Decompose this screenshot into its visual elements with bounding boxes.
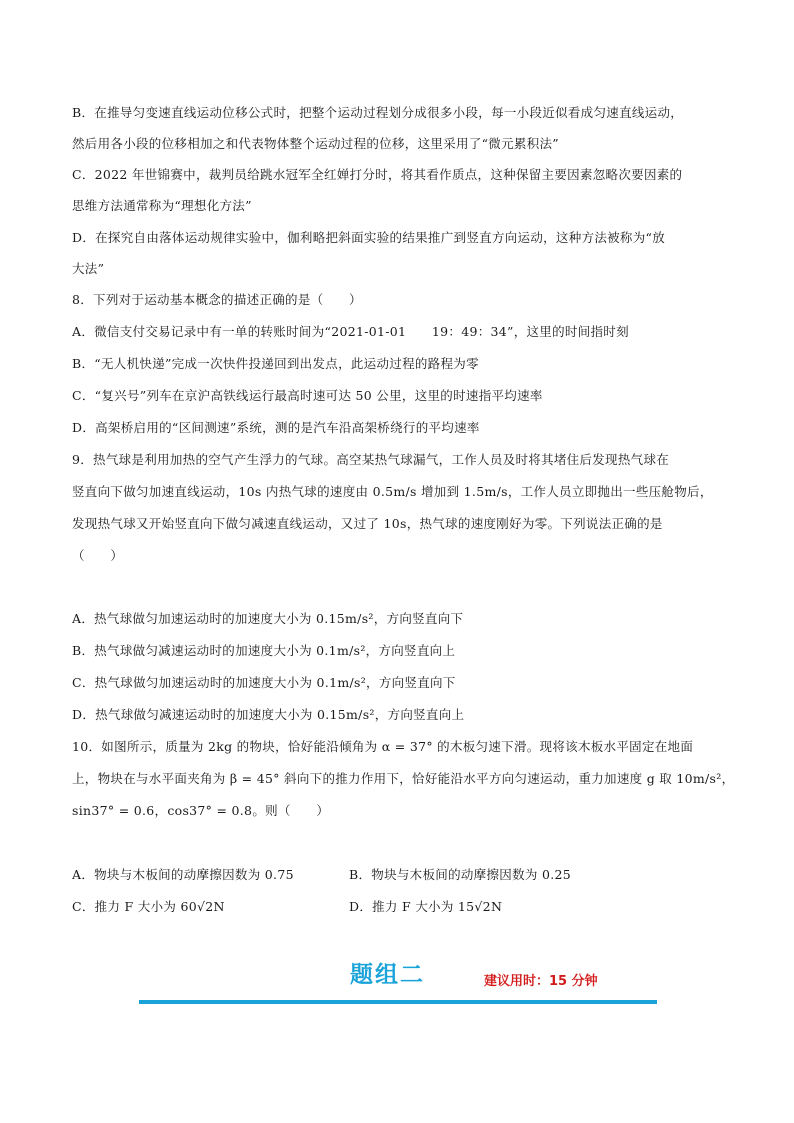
section-title: 题组二: [350, 962, 425, 988]
q7-option-c-line1: C．2022 年世锦赛中，裁判员给跳水冠军全红婵打分时，将其看作质点，这种保留主要因素忽略次要因素的: [72, 167, 683, 182]
q10-stem-line1: 10．如图所示，质量为 2kg 的物块，恰好能沿倾角为 α = 37° 的木板匀速下滑。现将该木板水平固定在地面: [72, 739, 694, 754]
q7-option-c-line2: 思维方法通常称为“理想化方法”: [72, 198, 252, 213]
q10-option-d: D．推力 F 大小为 15√2N: [349, 899, 503, 914]
q7-option-d-line1: D．在探究自由落体运动规律实验中，伽利略把斜面实验的结果推广到竖直方向运动，这种方法被称为“放: [72, 230, 666, 245]
q9-stem-line2: 竖直向下做匀加速直线运动，10s 内热气球的速度由 0.5m/s 增加到 1.5m/s，工作人员立即抛出一些压舱物后，: [72, 484, 713, 499]
q10-option-b: B．物块与木板间的动摩擦因数为 0.25: [349, 867, 571, 882]
q10-stem-line3: sin37° = 0.6，cos37° = 0.8。则（ ）: [72, 803, 330, 818]
q8-option-d: D．高架桥启用的“区间测速”系统，测的是汽车沿高架桥绕行的平均速率: [72, 420, 480, 435]
q10-option-a: A．物块与木板间的动摩擦因数为 0.75: [72, 867, 294, 882]
q9-stem-line3: 发现热气球又开始竖直向下做匀减速直线运动，又过了 10s，热气球的速度刚好为零。下列说法正确的是: [72, 516, 663, 531]
q10-option-c: C．推力 F 大小为 60√2N: [72, 899, 225, 914]
q10-options-row1: [72, 866, 571, 884]
section-time-note: 建议用时：15 分钟: [484, 974, 598, 989]
q7-option-d-line2: 大法”: [72, 261, 105, 276]
q9-stem-line1: 9．热气球是利用加热的空气产生浮力的气球。高空某热气球漏气，工作人员及时将其堵住后发现热气球在: [72, 452, 670, 467]
q8-stem: 8．下列对于运动基本概念的描述正确的是（ ）: [72, 292, 362, 307]
q9-stem-line4: （ ）: [72, 548, 124, 563]
q8-option-b: B．“无人机快递”完成一次快件投递回到出发点，此运动过程的路程为零: [72, 356, 479, 371]
q8-option-a: A．微信支付交易记录中有一单的转账时间为“2021-01-01 19：49：34”，这里的时间指时刻: [72, 324, 629, 339]
q10-stem-line2: 上，物块在与水平面夹角为 β = 45° 斜向下的推力作用下，恰好能沿水平方向匀速运动，重力加速度 g 取 10m/s²，: [72, 771, 735, 786]
q9-option-c: C．热气球做匀加速运动时的加速度大小为 0.1m/s²，方向竖直向下: [72, 675, 456, 690]
q7-option-b-line2: 然后用各小段的位移相加之和代表物体整个运动过程的位移，这里采用了“微元累积法”: [72, 136, 559, 151]
q8-option-c: C．“复兴号”列车在京沪高铁线运行最高时速可达 50 公里，这里的时速指平均速率: [72, 388, 543, 403]
q9-option-d: D．热气球做匀减速运动时的加速度大小为 0.15m/s²，方向竖直向上: [72, 707, 465, 722]
q9-option-b: B．热气球做匀减速运动时的加速度大小为 0.1m/s²，方向竖直向上: [72, 643, 456, 658]
q10-options-row2: [72, 898, 503, 916]
q7-option-b-line1: B．在推导匀变速直线运动位移公式时，把整个运动过程划分成很多小段，每一小段近似看成匀速直线运动，: [72, 105, 684, 120]
section-divider: [139, 1000, 657, 1004]
q9-option-a: A．热气球做匀加速运动时的加速度大小为 0.15m/s²，方向竖直向下: [72, 611, 464, 626]
